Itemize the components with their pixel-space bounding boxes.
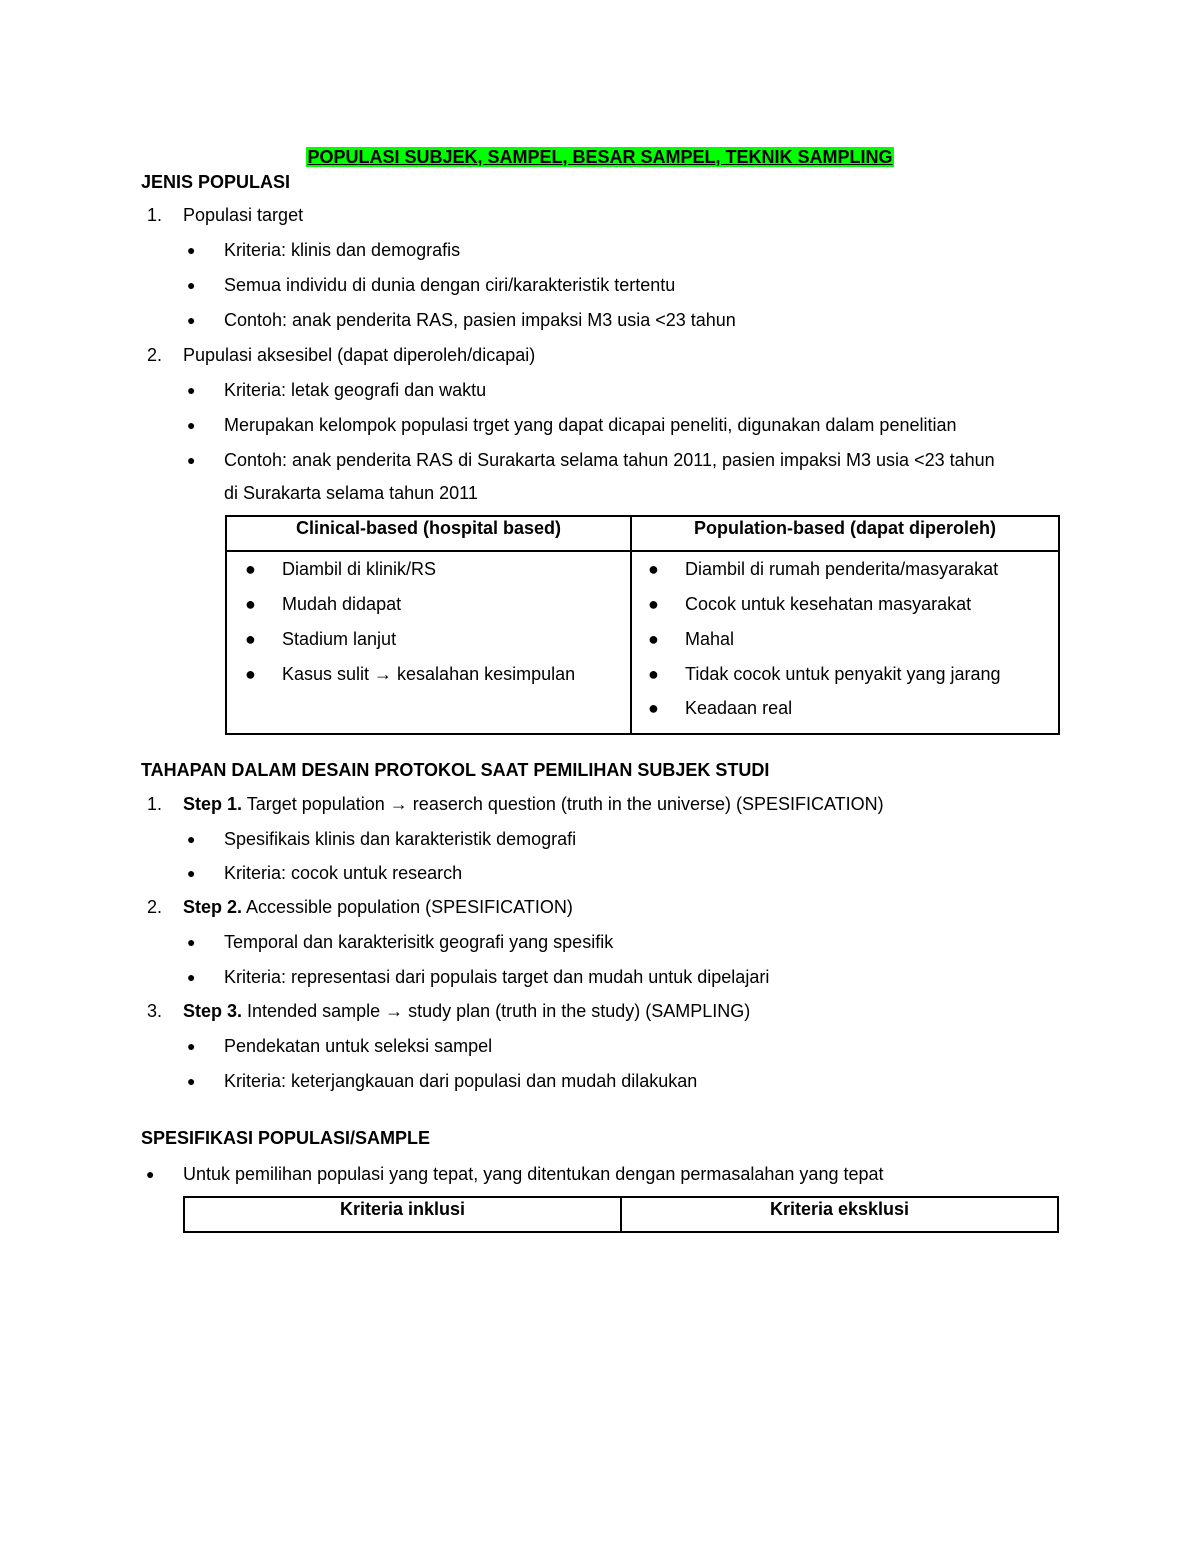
list-number: 2. — [147, 345, 163, 365]
bullet-icon: ● — [187, 865, 196, 881]
bullet-icon: ● — [245, 664, 256, 684]
bullet-item: Semua individu di dunia dengan ciri/karakteristik tertentu — [224, 275, 676, 295]
bullet-icon: ● — [187, 417, 196, 433]
bullet-icon: ● — [245, 629, 256, 649]
bullet-icon: ● — [187, 242, 196, 258]
list-number: 3. — [147, 1001, 163, 1021]
title-text: POPULASI SUBJEK, SAMPEL, BESAR SAMPEL, TEKNIK SAMPLING — [307, 147, 893, 167]
bullet-item: Pendekatan untuk seleksi sampel — [224, 1036, 493, 1056]
section-heading-spesifikasi: SPESIFIKASI POPULASI/SAMPLE — [141, 1128, 431, 1148]
bullet-item: Kriteria: cocok untuk research — [224, 863, 463, 883]
document-title — [0, 146, 1200, 168]
list-number: 1. — [147, 794, 163, 814]
bullet-icon: ● — [187, 934, 196, 950]
list-item: Mudah didapat — [282, 594, 402, 614]
step-label: Step 3. — [183, 1001, 243, 1021]
bullet-item: Kriteria: keterjangkauan dari populasi dan mudah dilakukan — [224, 1071, 698, 1091]
list-item: Diambil di klinik/RS — [282, 559, 437, 579]
list-item: Kasus sulit → kesalahan kesimpulan — [282, 664, 576, 684]
step-text: Accessible population (SPESIFICATION) — [242, 897, 573, 917]
bullet-icon: ● — [245, 559, 256, 579]
list-item: Mahal — [685, 629, 735, 649]
step-item-3 — [183, 1000, 750, 1022]
bullet-icon: ● — [187, 969, 196, 985]
list-item-populasi-aksesibel: Pupulasi aksesibel (dapat diperoleh/dicapai) — [183, 345, 536, 365]
step-item-2 — [183, 896, 573, 918]
list-item: Tidak cocok untuk penyakit yang jarang — [685, 664, 1001, 684]
step-label: Step 2. — [183, 897, 243, 917]
criteria-table — [183, 1196, 1059, 1233]
step-text: Intended sample → study plan (truth in the study) (SAMPLING) — [242, 1001, 751, 1021]
bullet-item: Kriteria: letak geografi dan waktu — [224, 380, 487, 400]
bullet-icon: ● — [648, 594, 659, 614]
list-item-populasi-target: Populasi target — [183, 205, 304, 225]
list-item: Stadium lanjut — [282, 629, 397, 649]
bullet-icon: ● — [146, 1166, 155, 1182]
bullet-icon: ● — [187, 1038, 196, 1054]
bullet-item: Untuk pemilihan populasi yang tepat, yang ditentukan dengan permasalahan yang tepat — [183, 1164, 884, 1184]
list-number: 1. — [147, 205, 163, 225]
bullet-icon: ● — [187, 1073, 196, 1089]
table-cell-population-list — [631, 551, 1059, 734]
table-header-kriteria-eksklusi: Kriteria eksklusi — [621, 1197, 1058, 1232]
bullet-icon: ● — [187, 277, 196, 293]
list-item: Cocok untuk kesehatan masyarakat — [685, 594, 972, 614]
table-header-clinical-based: Clinical-based (hospital based) — [226, 516, 631, 551]
bullet-item: Kriteria: klinis dan demografis — [224, 240, 461, 260]
list-number: 2. — [147, 897, 163, 917]
list-item: Diambil di rumah penderita/masyarakat — [685, 559, 999, 579]
bullet-item: Contoh: anak penderita RAS, pasien impaksi M3 usia <23 tahun — [224, 310, 736, 330]
bullet-icon: ● — [648, 559, 659, 579]
bullet-icon: ● — [187, 452, 196, 468]
step-text: Target population → reaserch question (truth in the universe) (SPESIFICATION) — [242, 794, 884, 814]
bullet-item: Spesifikais klinis dan karakteristik demografi — [224, 829, 577, 849]
step-label: Step 1. — [183, 794, 243, 814]
bullet-icon: ● — [648, 629, 659, 649]
step-item-1 — [183, 793, 884, 815]
bullet-icon: ● — [245, 594, 256, 614]
table-cell-clinical-list — [226, 551, 631, 734]
list-item: Keadaan real — [685, 698, 793, 718]
bullet-item: Kriteria: representasi dari populais target dan mudah untuk dipelajari — [224, 967, 770, 987]
bullet-item-continuation: di Surakarta selama tahun 2011 — [224, 483, 478, 503]
table-header-kriteria-inklusi: Kriteria inklusi — [184, 1197, 621, 1232]
bullet-icon: ● — [187, 312, 196, 328]
bullet-icon: ● — [648, 698, 659, 718]
bullet-item: Merupakan kelompok populasi trget yang dapat dicapai peneliti, digunakan dalam penelitian — [224, 415, 957, 435]
section-heading-tahapan: TAHAPAN DALAM DESAIN PROTOKOL SAAT PEMILIHAN SUBJEK STUDI — [141, 760, 770, 780]
bullet-item: Temporal dan karakterisitk geografi yang spesifik — [224, 932, 614, 952]
population-comparison-table — [225, 515, 1060, 735]
bullet-icon: ● — [187, 831, 196, 847]
table-header-population-based: Population-based (dapat diperoleh) — [631, 516, 1059, 551]
section-heading-jenis-populasi: JENIS POPULASI — [141, 172, 291, 192]
bullet-icon: ● — [187, 382, 196, 398]
bullet-item: Contoh: anak penderita RAS di Surakarta selama tahun 2011, pasien impaksi M3 usia <23 tahun — [224, 450, 995, 470]
bullet-icon: ● — [648, 664, 659, 684]
